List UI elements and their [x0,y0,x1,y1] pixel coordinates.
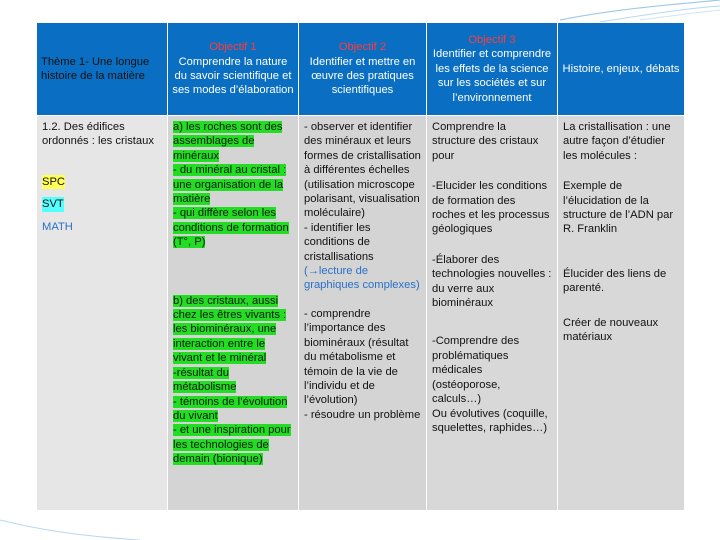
biominerals-text: b) des cristaux, aussi chez les êtres vivants : les biominéraux, une interaction entre le vivant et le minéral -résultat du métabolisme - témoins de l’évolution du vivant - et une inspiration pour les technologies de demain (bionique) [173,294,291,466]
objective-1-header [168,23,299,116]
objective-3-text: Identifier et comprendre les effets de la science sur les sociétés et sur l’environnement [432,48,552,104]
objective-2-title: Objectif 2 [338,41,387,54]
svt-label: SVT [42,198,64,211]
objective-3-title: Objectif 3 [468,33,516,46]
observe-text: - observer et identifier des minéraux et leurs formes de cristallisation à différentes échelles (utilisation microscope polarisant, visualisation moléculaire) - identifier les conditions de cristallisations [304,121,421,263]
spc-label: SPC [42,175,66,188]
materials-text: Créer de nouveaux matériaux [563,316,659,344]
history-cell [558,116,685,511]
objective-1-title: Objectif 1 [209,41,257,54]
rocks-text: a) les roches sont des assemblages de minéraux - du minéral au cristal : une organisation de la matière - qui diffère selon les conditions de formation (T°, P) [173,121,289,249]
crystallisation-text: La cristallisation : une autre façon d’étudier les molécules : [563,121,671,162]
content-row [37,116,685,511]
understand-text: - comprendre l’importance des biominéraux (résultat du métabolisme et témoin de la vie de l’individu et de l’évolution) - résoudre un problème [304,307,421,421]
section-cell [37,116,168,511]
objective-3-header [427,23,558,116]
section-title: 1.2. Des édifices ordonnés : les cristaux [42,121,154,148]
objective-1-cell [168,116,299,511]
theme-title: Thème 1- Une longue histoire de la matière [41,55,150,82]
medical-text: -Comprendre des problématiques médicales (ostéoporose, calculs…) Ou évolutives (coquille, squelettes, raphides…) [432,335,548,434]
objective-1-text: Comprendre la nature du savoir scientifique et ses modes d’élaboration [172,55,294,97]
objective-2-cell [299,116,427,511]
structure-text: Comprendre la structure des cristaux pour [432,121,539,162]
curriculum-table [36,22,685,511]
objective-2-header [299,23,427,116]
adn-example-text: Exemple de l’élucidation de la structure de l’ADN par R. Franklin [563,180,674,236]
theme-header-cell [37,23,168,116]
graph-reading-text: (→lecture de graphiques complexes) [304,265,420,292]
technologies-text: -Élaborer des technologies nouvelles : du verre aux biominéraux [432,253,552,310]
elucidate-text: -Elucider les conditions de formation des roches et les processus géologiques [432,180,550,236]
math-label: MATH [42,220,73,233]
header-row [37,23,685,116]
kinship-text: Élucider des liens de parenté. [563,267,667,295]
history-title: Histoire, enjeux, débats [562,62,680,75]
history-header [558,23,685,116]
objective-2-text: Identifier et mettre en œuvre des pratiques scientifiques [309,55,416,97]
objective-3-cell [427,116,558,511]
